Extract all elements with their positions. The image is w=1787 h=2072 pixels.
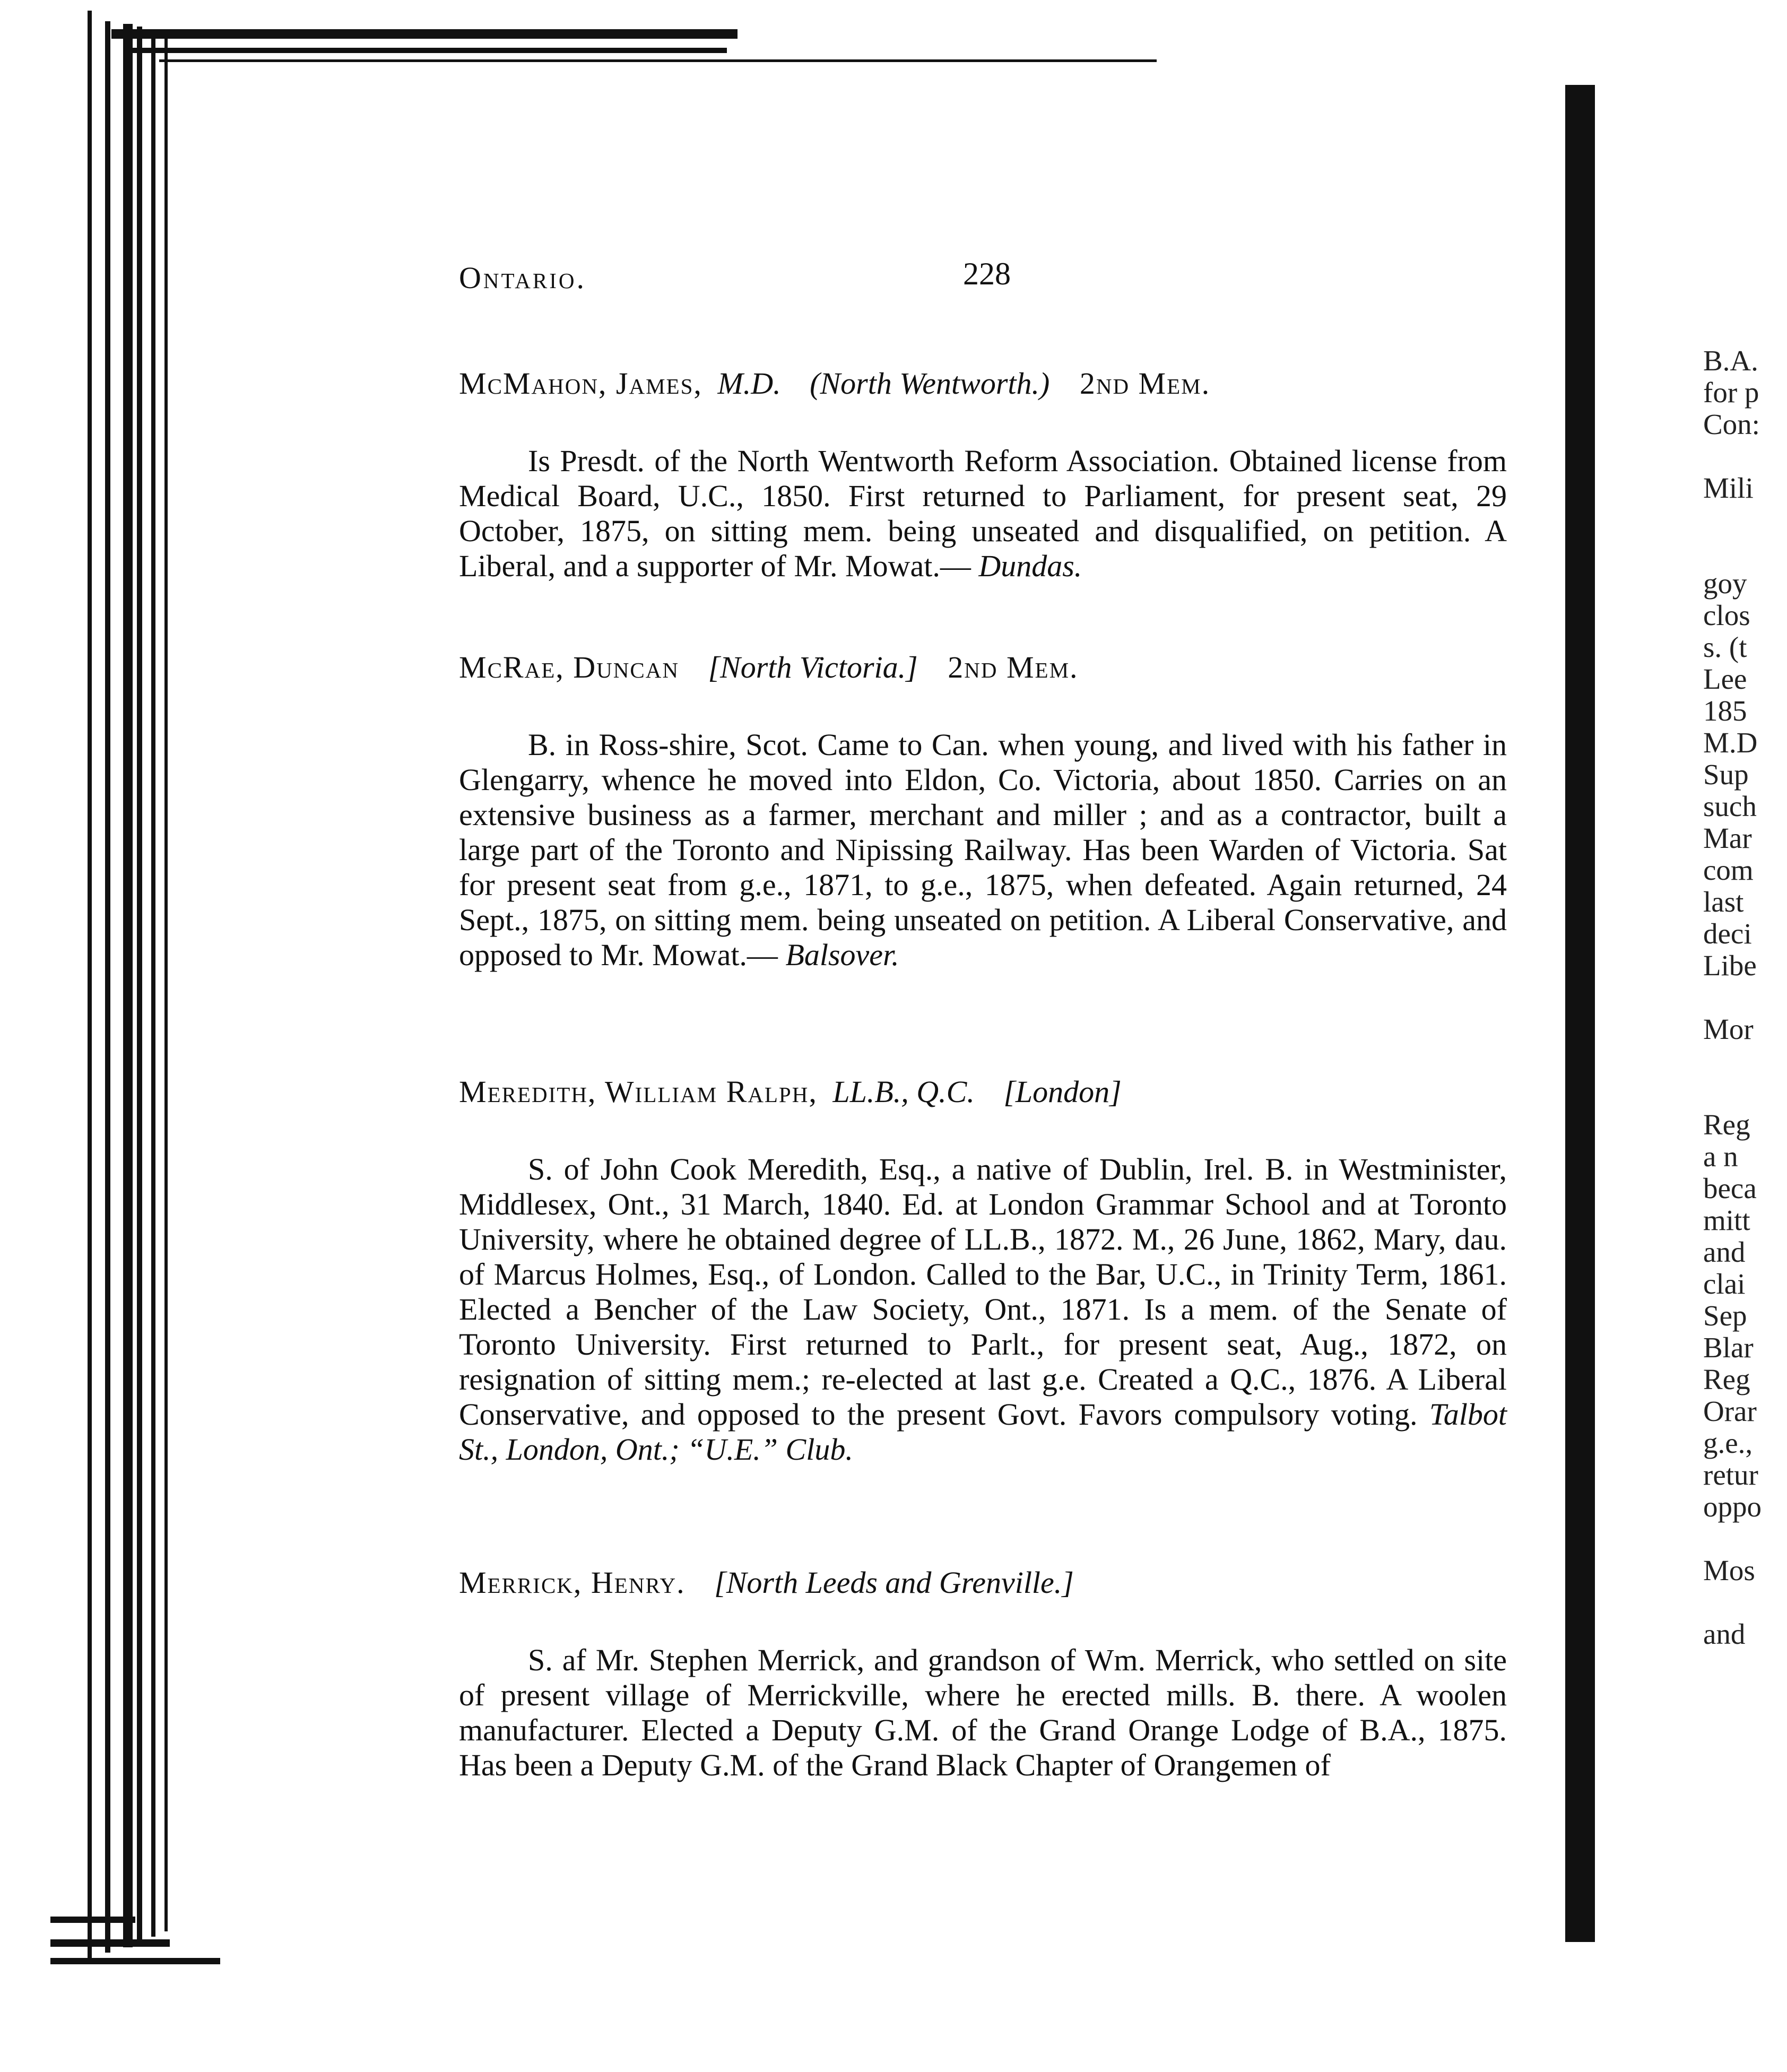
page-number: 228: [963, 256, 1011, 291]
entry-member: 2nd Mem.: [948, 650, 1079, 684]
entry-meredith: [459, 1074, 1507, 1467]
entry-constituency: [North Victoria.]: [708, 650, 918, 684]
entry-mcrae: [459, 650, 1507, 973]
entry-heading: [459, 1074, 1507, 1109]
entry-body: [459, 444, 1507, 584]
entry-name: McMahon, James,: [459, 366, 702, 401]
entry-title: M.D.: [717, 366, 781, 401]
entry-text: S. af Mr. Stephen Merrick, and grandson of Wm. Merrick, who settled on site of present village of Merrickville, where he erected mills. B. there. A woolen manufacturer. Elected a Deputy G.M. of the Grand Orange Lodge of B.A., 1875. Has been a Deputy G.M. of the Grand Black Chapter of Orangemen of: [459, 1643, 1507, 1782]
running-head: Ontario.: [459, 261, 586, 295]
entry-text: B. in Ross-shire, Scot. Came to Can. when young, and lived with his father in Glengarry, whence he moved into Eldon, Co. Victoria, about 1850. Carries on an extensive business as a farmer, merchant and miller ; and as a contractor, built a large part of the Toronto and Nipissing Railway. Has been Warden of Victoria. Sat for present seat from g.e., 1871, to g.e., 1875, when defeated. Again returned, 24 Sept., 1875, on sitting mem. being unseated on petition. A Liberal Conservative, and opposed to Mr. Mowat.—: [459, 727, 1507, 972]
binding-edge: [0, 0, 223, 2072]
entry-member: 2nd Mem.: [1079, 366, 1211, 401]
entry-heading: [459, 366, 1507, 401]
entry-name: McRae, Duncan: [459, 650, 679, 684]
entry-constituency: (North Wentworth.): [810, 366, 1050, 401]
page-header: [459, 256, 1329, 308]
entry-title: LL.B., Q.C.: [832, 1074, 975, 1109]
entry-address: Balsover.: [785, 938, 899, 972]
right-page-shadow: [1565, 85, 1595, 1942]
entry-text: Is Presdt. of the North Wentworth Reform Association. Obtained license from Medical Board, U.C., 1850. First returned to Parliament, for present seat, 29 October, 1875, on sitting mem. being unseated and disqualified, on petition. A Liberal, and a supporter of Mr. Mowat.—: [459, 444, 1507, 583]
entry-merrick: [459, 1565, 1507, 1783]
entry-constituency: [North Leeds and Grenville.]: [714, 1565, 1074, 1600]
entry-body: [459, 727, 1507, 973]
entry-text: S. of John Cook Meredith, Esq., a native of Dublin, Irel. B. in Westminister, Middlesex, Ont., 31 March, 1840. Ed. at London Grammar School and at Toronto University, where he obtained degree of LL.B., 1872. M., 26 June, 1862, Mary, dau. of Marcus Holmes, Esq., of London. Called to the Bar, U.C., in Trinity Term, 1861. Elected a Bencher of the Law Society, Ont., 1871. Is a mem. of the Senate of Toronto University. First returned to Parlt., for present seat, Aug., 1872, on resignation of sitting mem.; re-elected at last g.e. Created a Q.C., 1876. A Liberal Conservative, and opposed to the present Govt. Favors compulsory voting.: [459, 1152, 1507, 1432]
entry-address: Talbot St., London, Ont.; “U.E.” Club.: [459, 1397, 1507, 1467]
entry-body: [459, 1643, 1507, 1783]
entry-mcmahon: [459, 366, 1507, 584]
entry-name: Meredith, William Ralph,: [459, 1074, 818, 1109]
entry-heading: [459, 1565, 1507, 1600]
entry-heading: [459, 650, 1507, 685]
next-page-bleed: B.A. for p Con: Mili goy clos s. (t Lee 185 M.D Sup such Mar com last deci Libe Mor Reg a n beca mitt and clai Sep Blar Reg Orar g.e., retur oppo Mos and: [1703, 345, 1762, 1650]
entry-body: [459, 1152, 1507, 1467]
entry-address: Dundas.: [978, 549, 1082, 583]
entry-name: Merrick, Henry.: [459, 1565, 686, 1600]
entry-constituency: [London]: [1003, 1074, 1122, 1109]
